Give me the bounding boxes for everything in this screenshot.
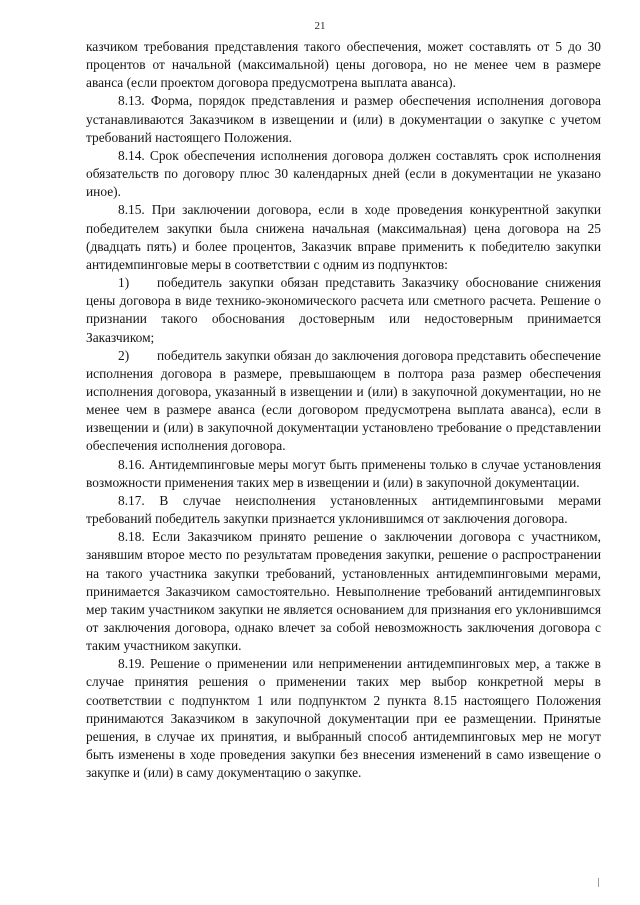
list-item-8-15-2 (86, 347, 601, 456)
paragraph-8-13: 8.13. Форма, порядок представления и размер обеспечения исполнения договора устанавливаются Заказчиком в извещении и (или) в документации о закупке с учетом требований настоящего Положения. (86, 93, 601, 145)
document-body (86, 38, 601, 782)
page-number: 21 (314, 20, 326, 32)
list-item-text: победитель закупки обязан представить Заказчику обоснование снижения цены договора в виде технико-экономического расчета или сметного расчета. Решение о признании такого обоснования достоверным или недостоверным принимается Заказчиком; (86, 275, 601, 345)
paragraph-8-16: 8.16. Антидемпинговые меры могут быть применены только в случае установления возможности применения таких мер в извещении и (или) в закупочной документации. (86, 456, 601, 490)
paragraph-8-18: 8.18. Если Заказчиком принято решение о заключении договора с участником, занявшим второе место по результатам проведения закупки, решение о распространении на такого участника закупки требований, установленных антидемпинговыми мерами, принимается Заказчиком самостоятельно. Невыполнение требований антидемпинговых мер таким участником закупки не является основанием для признания его уклонившимся от заключения договора, однако влечет за собой невозможность заключения договора с таким участником закупки. (86, 529, 601, 654)
list-item-text: победитель закупки обязан до заключения договора представить обеспечение исполнения договора в размере, превышающем в полтора раза размер обеспечения исполнения договора, указанный в извещении и (или) в закупочной документации, но не менее чем в размере аванса (если договором предусмотрена выплата аванса), если в извещении и (или) в закупочной документации установлено требование о представлении обеспечения исполнения договора. (86, 347, 601, 454)
paragraph-8-19: 8.19. Решение о применении или неприменении антидемпинговых мер, а также в случае принятия решения о применении таких мер выбор конкретной меры в соответствии с подпунктом 1 или подпунктом 2 пункта 8.15 настоящего Положения принимаются Заказчиком в закупочной документации при ее размещении. Принятые решения, в случае их принятия, и выбранный способ антидемпинговых мер не могут быть изменены в ходе проведения закупки без внесения изменений в само извещение о закупке и (или) в саму документацию о закупке. (86, 656, 601, 781)
list-item-8-15-1 (86, 274, 601, 347)
paragraph-continuation: казчиком требования представления такого обеспечения, может составлять от 5 до 30 процентов от начальной (максимальной) цены договора, но не менее чем в размере аванса (если проектом договора предусмотрена выплата аванса). (86, 39, 601, 91)
paragraph-8-17: 8.17. В случае неисполнения установленных антидемпинговыми мерами требований победитель закупки признается уклонившимся от заключения договора. (86, 492, 601, 527)
scan-mark (598, 878, 599, 887)
paragraph-8-14: 8.14. Срок обеспечения исполнения договора должен составлять срок исполнения обязательств по договору плюс 30 календарных дней (если в документации не указано иное). (86, 147, 601, 200)
list-marker: 1) (118, 275, 130, 291)
list-marker: 2) (118, 347, 130, 363)
paragraph-8-15: 8.15. При заключении договора, если в ходе проведения конкурентной закупки победителем закупки была снижена начальная (максимальная) цена договора на 25 (двадцать пять) и более процентов, Заказчик вправе применить к победителю закупки антидемпинговые меры в соответствии с одним из подпунктов: (86, 202, 601, 272)
